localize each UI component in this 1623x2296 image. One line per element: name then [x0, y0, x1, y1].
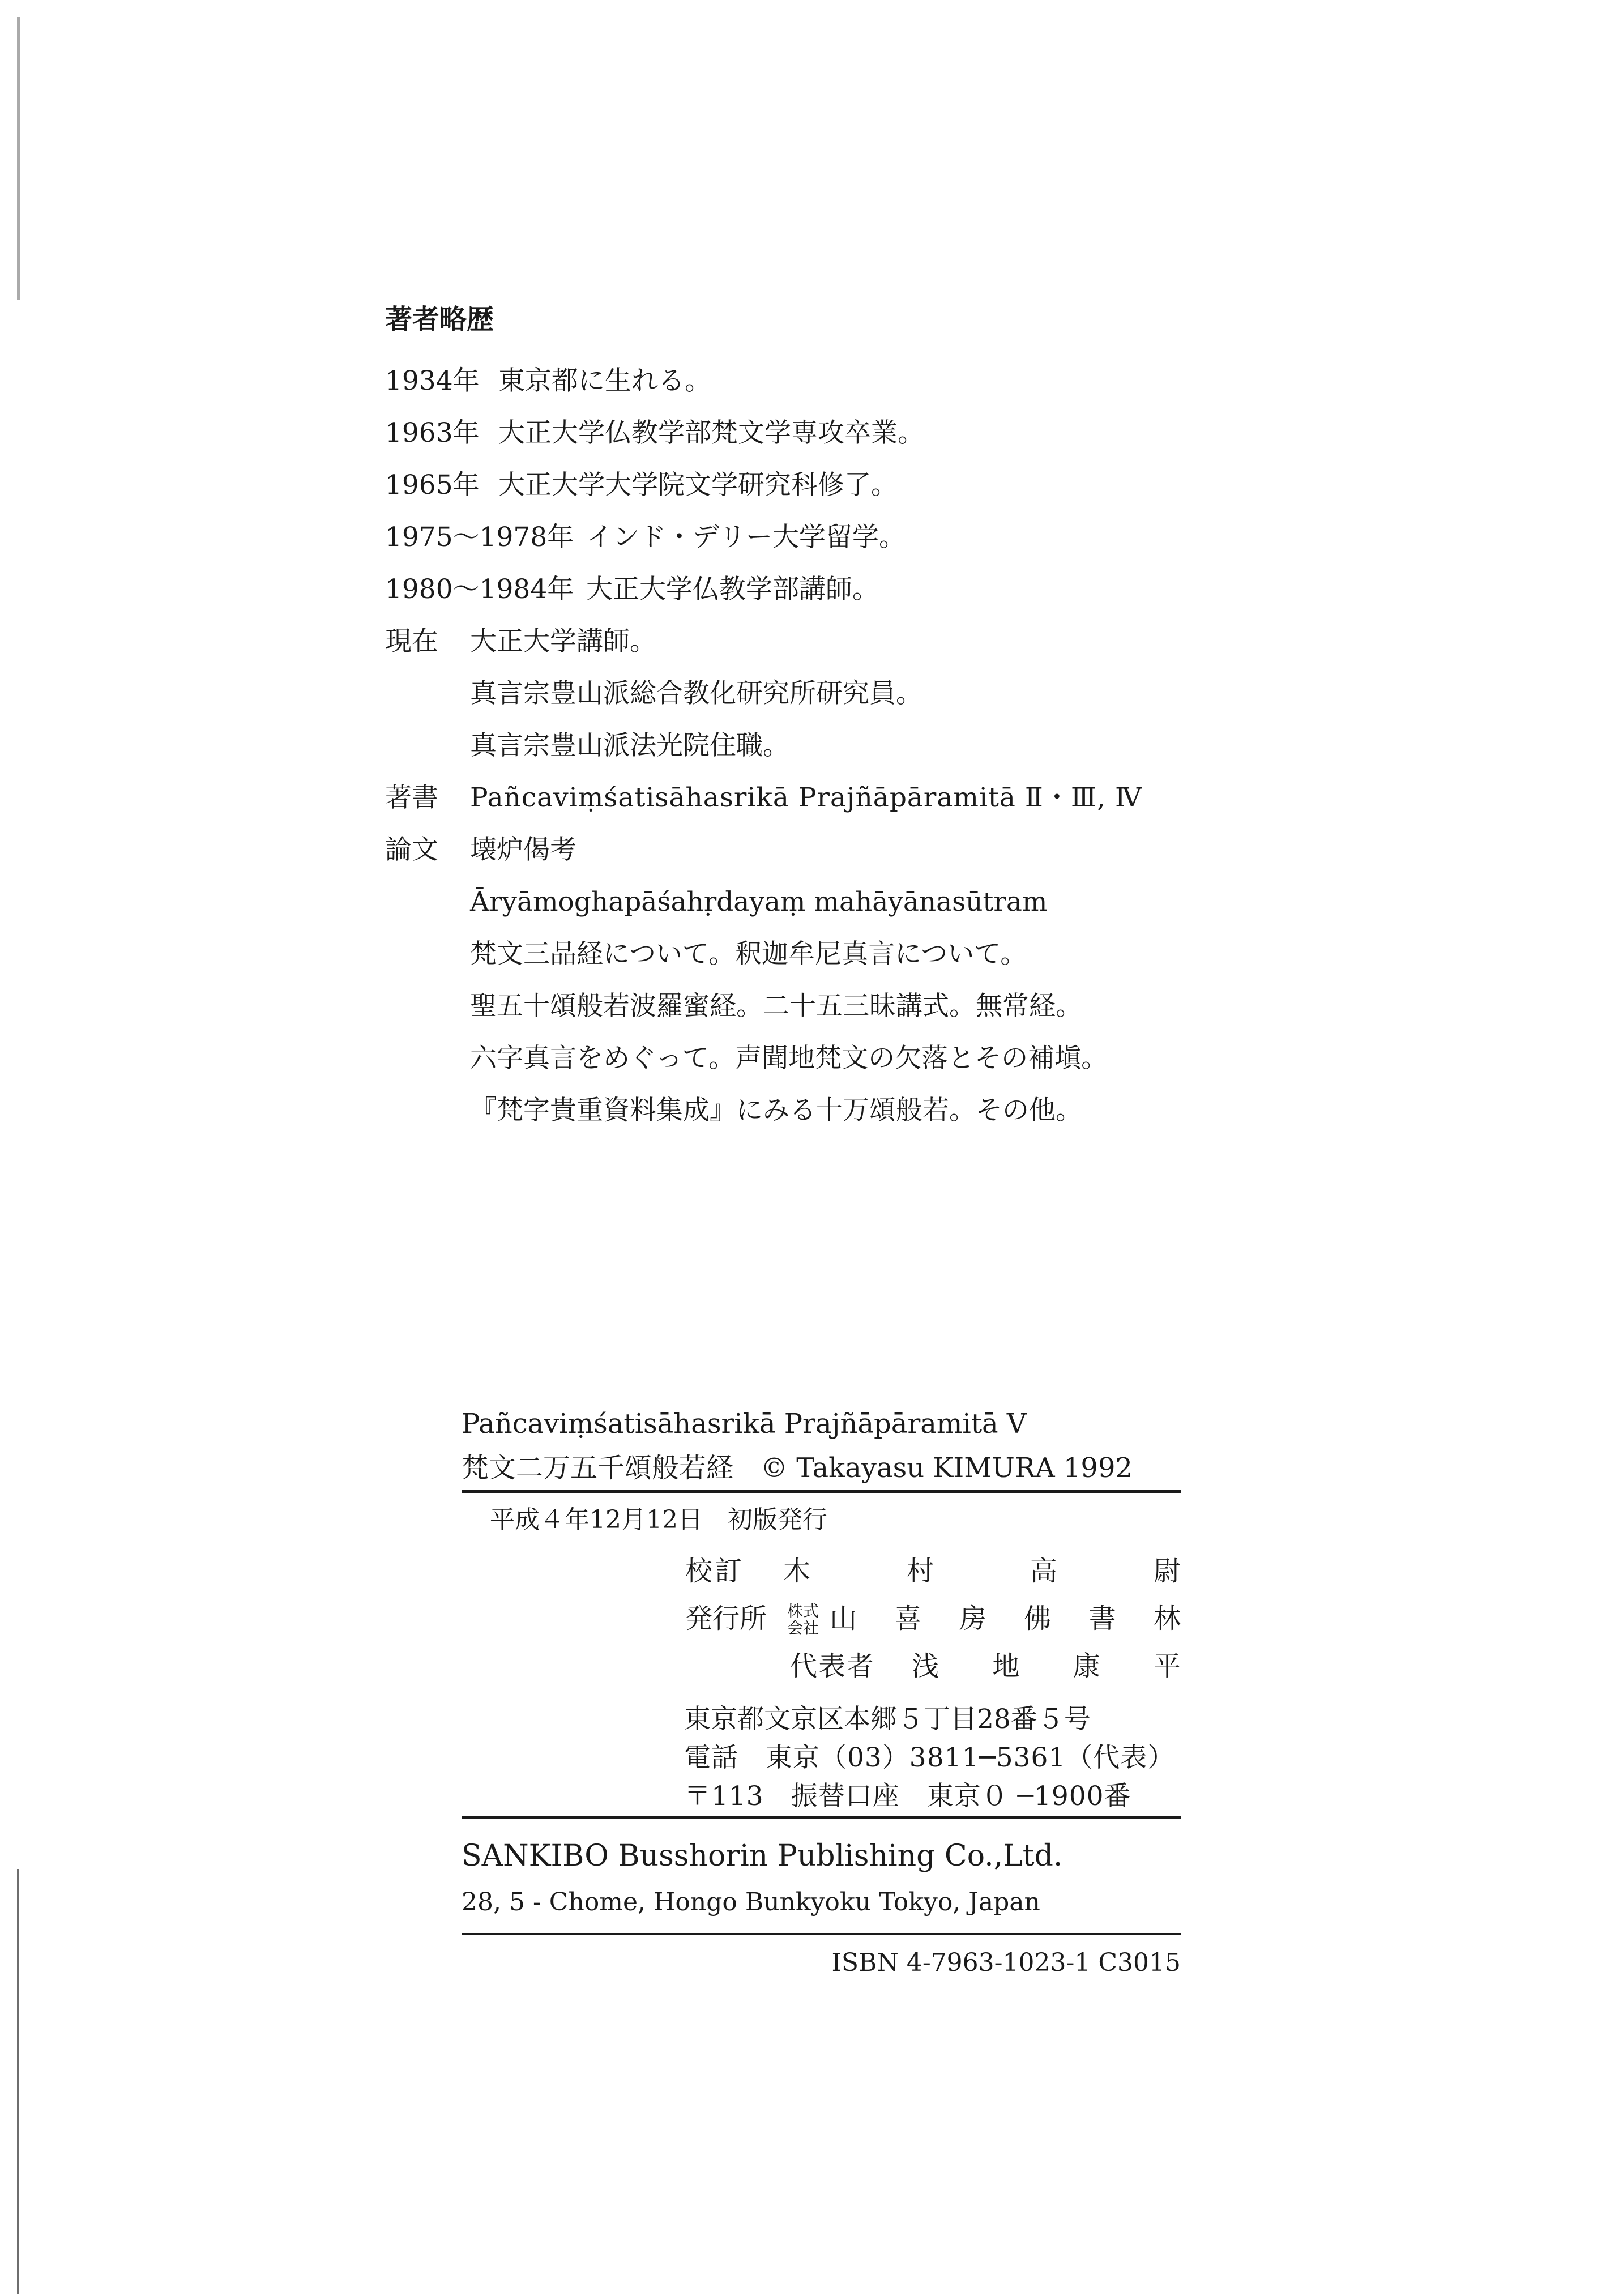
rep-name-char: 地: [992, 1650, 1020, 1682]
paper-line: Āryāmoghapāśahṛdayaṃ mahāyānasūtram: [470, 886, 1048, 917]
kabushiki-mark: 株式会社: [787, 1602, 819, 1637]
bio-text: インド・デリー大学留学。: [586, 522, 906, 553]
publisher-role: 発行所: [685, 1603, 767, 1634]
current-label: 現在: [385, 626, 438, 657]
representative-row: [462, 1642, 1181, 1690]
editor-name-char: 高: [1030, 1555, 1057, 1587]
paper-line: 梵文三品経について。釈迦牟尼真言について。: [470, 938, 1027, 970]
editor-row: [462, 1547, 1181, 1595]
publisher-name-char: 房: [959, 1603, 986, 1634]
bio-papers-cont: [385, 928, 1235, 980]
paper-line: 聖五十頌般若波羅蜜経。二十五三昧講式。無常経。: [470, 991, 1082, 1022]
bio-entry: [385, 355, 1235, 407]
bio-entry: [385, 407, 1235, 459]
bio-text: 大正大学仏教学部講師。: [586, 574, 879, 605]
rep-name-char: 浅: [912, 1650, 939, 1682]
books-label: 著書: [385, 782, 438, 813]
paper-line: 『梵字貴重資料集成』にみる十万頌般若。その他。: [470, 1095, 1082, 1126]
colophon: [462, 1402, 1181, 1991]
publisher-address: [684, 1700, 1181, 1816]
bio-entry: [385, 511, 1235, 564]
rep-name-char: 康: [1073, 1650, 1100, 1682]
publisher-name-char: 山: [830, 1603, 857, 1634]
bio-year: 1963年: [385, 417, 480, 449]
address-line: 東京都文京区本郷５丁目28番５号: [684, 1704, 1091, 1735]
paper-line: 壊炉偈考: [470, 834, 576, 865]
bio-current-cont: [385, 720, 1235, 772]
current-line: 真言宗豊山派総合教化研究所研究員。: [470, 678, 922, 709]
bio-year: 1980〜1984年: [385, 574, 574, 605]
bio-papers-cont: [385, 1085, 1235, 1137]
rep-name-char: 平: [1153, 1650, 1181, 1682]
editor-name-char: 村: [906, 1555, 934, 1587]
colophon-copyright: 梵文二万五千頌般若経 © Takayasu KIMURA 1992: [462, 1452, 1133, 1484]
publisher-row: [462, 1595, 1181, 1642]
bio-year: 1965年: [385, 470, 480, 501]
bio-papers: [385, 824, 1235, 876]
current-line: 大正大学講師。: [470, 626, 656, 657]
representative-name: [912, 1642, 1181, 1690]
bio-entry: [385, 459, 1235, 511]
publisher-name: [830, 1595, 1181, 1642]
bio-current: [385, 616, 1235, 668]
bio-year: 1975〜1978年: [385, 522, 574, 553]
postal-line: 〒113 振替口座 東京０ ─1900番: [684, 1781, 1131, 1812]
bio-current-cont: [385, 668, 1235, 720]
bio-papers-cont: [385, 876, 1235, 928]
bio-text: 大正大学大学院文学研究科修了。: [498, 470, 898, 501]
bio-books: [385, 772, 1235, 824]
paper-line: 六字真言をめぐって。声聞地梵文の欠落とその補塡。: [470, 1043, 1108, 1074]
books-text: Pañcaviṃśatisāhasrikā Prajñāpāramitā Ⅱ・Ⅲ, Ⅳ: [470, 782, 1142, 813]
phone-line: 電話 東京（03）3811─5361（代表）: [684, 1742, 1175, 1773]
editor-name-char: 尉: [1153, 1555, 1181, 1587]
editor-role: 校訂: [685, 1555, 745, 1587]
bio-papers-cont: [385, 1032, 1235, 1085]
publisher-english-name: SANKIBO Busshorin Publishing Co.,Ltd.: [462, 1839, 1063, 1873]
publisher-name-char: 書: [1088, 1603, 1116, 1634]
bio-year: 1934年: [385, 365, 480, 396]
bio-entry: [385, 564, 1235, 616]
papers-label: 論文: [385, 834, 438, 865]
representative-role: 代表者: [790, 1650, 875, 1682]
colophon-title: Pañcaviṃśatisāhasrikā Prajñāpāramitā V: [462, 1408, 1027, 1440]
editor-name-char: 木: [783, 1555, 811, 1587]
scan-edge-top: [17, 17, 20, 300]
publisher-name-char: 佛: [1024, 1603, 1052, 1634]
current-line: 真言宗豊山派法光院住職。: [470, 730, 789, 761]
editor-name: [783, 1547, 1181, 1595]
bio-text: 東京都に生れる。: [498, 365, 711, 396]
publisher-name-char: 林: [1153, 1603, 1181, 1634]
scan-edge-bottom: [17, 1869, 19, 2294]
bio-text: 大正大学仏教学部梵文学専攻卒業。: [498, 417, 924, 449]
author-biography: [385, 303, 1235, 1137]
isbn: ISBN 4-7963-1023-1 C3015: [831, 1948, 1181, 1977]
publisher-english-address: 28, 5 - Chome, Hongo Bunkyoku Tokyo, Japan: [462, 1888, 1040, 1917]
colophon-rule: [462, 1816, 1181, 1819]
bio-heading: 著者略歴: [385, 304, 494, 335]
bio-papers-cont: [385, 980, 1235, 1032]
publisher-name-char: 喜: [894, 1603, 922, 1634]
publication-date: 平成４年12月12日 初版発行: [490, 1505, 827, 1534]
